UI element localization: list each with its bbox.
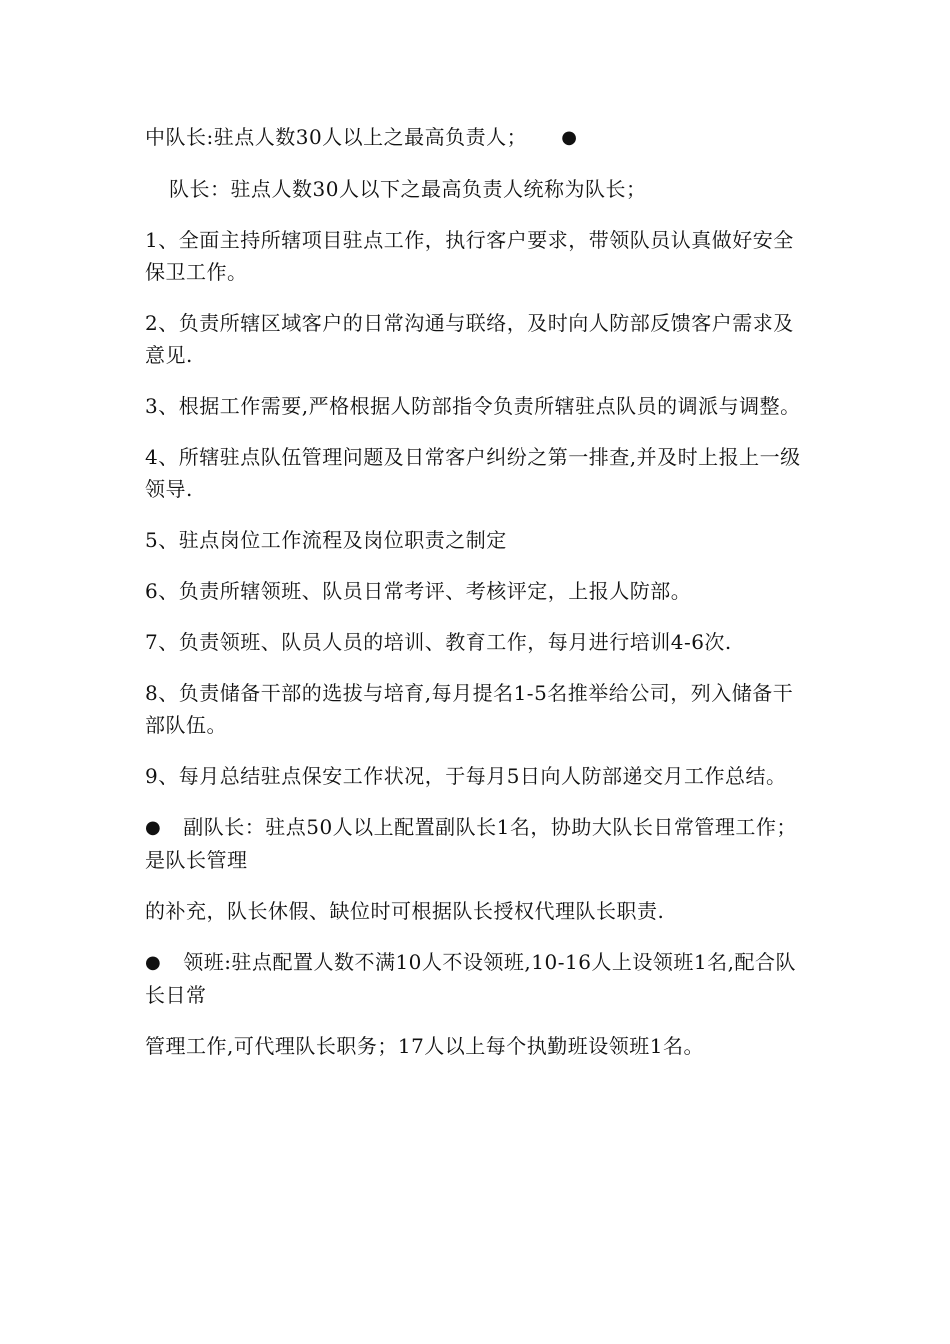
list-item-3 bbox=[145, 390, 810, 422]
paragraph-fuduizhang-continued bbox=[145, 895, 810, 927]
bullet-icon: ● bbox=[561, 127, 578, 148]
paragraph-lingban bbox=[145, 946, 810, 1011]
paragraph-text: 队长：驻点人数30人以下之最高负责人统称为队长； bbox=[169, 177, 647, 201]
paragraph-text: 8、负责储备干部的选拔与培育,每月提名1-5名推举给公司，列入储备干部队伍。 bbox=[145, 681, 794, 737]
bullet-icon: ● bbox=[145, 817, 162, 838]
list-item-8 bbox=[145, 677, 810, 741]
list-item-4 bbox=[145, 441, 810, 505]
bullet-icon: ● bbox=[145, 952, 162, 973]
paragraph-text: 7、负责领班、队员人员的培训、教育工作，每月进行培训4-6次. bbox=[145, 630, 732, 654]
paragraph-text: 9、每月总结驻点保安工作状况，于每月5日向人防部递交月工作总结。 bbox=[145, 764, 787, 788]
paragraph-text: 1、全面主持所辖项目驻点工作，执行客户要求，带领队员认真做好安全保卫工作。 bbox=[145, 228, 794, 284]
paragraph-text: 领班:驻点配置人数不满10人不设领班,10-16人上设领班1名,配合队长日常 bbox=[145, 950, 797, 1007]
paragraph-text: 中队长:驻点人数30人以上之最高负责人； bbox=[145, 125, 528, 149]
paragraph-text: 2、负责所辖区域客户的日常沟通与联络，及时向人防部反馈客户需求及意见. bbox=[145, 311, 794, 367]
paragraph-lingban-continued bbox=[145, 1030, 810, 1062]
list-item-1 bbox=[145, 224, 810, 288]
paragraph-duizhang bbox=[145, 173, 810, 205]
paragraph-fuduizhang bbox=[145, 811, 810, 876]
paragraph-text: 4、所辖驻点队伍管理问题及日常客户纠纷之第一排查,并及时上报上一级领导. bbox=[145, 445, 801, 501]
paragraph-text: 3、根据工作需要,严格根据人防部指令负责所辖驻点队员的调派与调整。 bbox=[145, 394, 801, 418]
list-item-6 bbox=[145, 575, 810, 607]
paragraph-text: 6、负责所辖领班、队员日常考评、考核评定，上报人防部。 bbox=[145, 579, 692, 603]
list-item-9 bbox=[145, 760, 810, 792]
paragraph-text: 管理工作,可代理队长职务；17人以上每个执勤班设领班1名。 bbox=[145, 1034, 705, 1058]
list-item-2 bbox=[145, 307, 810, 371]
paragraph-zhongduizhang bbox=[145, 121, 810, 154]
list-item-7 bbox=[145, 626, 810, 658]
list-item-5 bbox=[145, 524, 810, 556]
paragraph-text: 5、驻点岗位工作流程及岗位职责之制定 bbox=[145, 528, 507, 552]
paragraph-text: 副队长：驻点50人以上配置副队长1名，协助大队长日常管理工作；是队长管理 bbox=[145, 815, 797, 872]
document-body bbox=[145, 121, 810, 1081]
paragraph-text: 的补充，队长休假、缺位时可根据队长授权代理队长职责. bbox=[145, 899, 665, 923]
